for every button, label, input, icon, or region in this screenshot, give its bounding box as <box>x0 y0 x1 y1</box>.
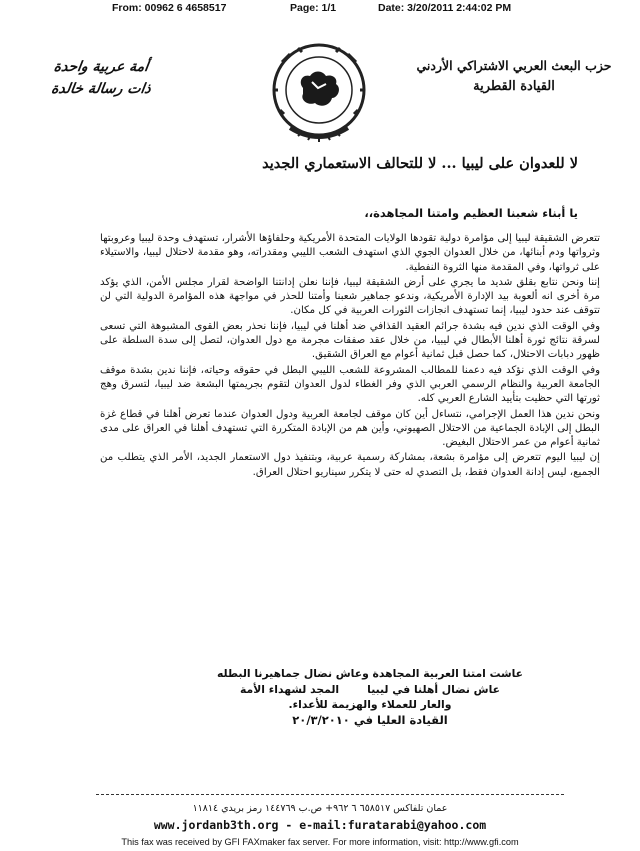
motto-line-1: أمة عربية واحدة <box>52 59 150 75</box>
closing-slogans <box>150 666 590 728</box>
footer-website-email: www.jordanb3th.org - e-mail:furatarabi@yahoo.com <box>153 818 487 832</box>
party-name-line-1: حزب البعث العربي الاشتراكي الأردني <box>416 58 612 73</box>
paragraph: إننا ونحن نتابع بقلق شديد ما يجري على أرض الشقيقة ليبيا، فإننا نعلن إدانتنا الواضحة لقرار مجلس الأمن، الذي يؤكد مرة أخرى انه ألعوبة بيد الإدارة الأمريكية، وندعو جماهير شعبنا وأمتنا للحذر في مواجهة هذه المؤامرة الدولية التي لن تتوقف عند حدود ليبيا، إنما تستهدف انجازات الثورات العربية في كل مكان. <box>100 276 600 317</box>
fax-header <box>0 2 640 16</box>
paragraph: ونحن ندين هذا العمل الإجرامي، نتساءل أين كان موقف لجامعة العربية ودول العدوان عندما تعرض أهلنا في قطاع غزة البطل إلى الإبادة الجماعية من الاحتلال الصهيوني، وأين هم من الإبادة المتكررة التي تستهدف أهلنا في العراق على مدى ثمانية أعوام من عمر الاحتلال البغيض. <box>100 408 600 449</box>
statement-body <box>100 232 600 481</box>
fax-server-note: This fax was received by GFI FAXmaker fax server. For more information, visit: http://www.gfi.com <box>121 837 519 847</box>
paragraph: وفي الوقت الذي ندين فيه بشدة جرائم العقيد القذافي ضد أهلنا في ليبيا، فإننا نحذر بعض القوى المشبوهة التي تسعى لسرقة نتائج ثورة أهلنا الأبطال في ليبيا، من خلال عقد صفقات مجرمة مع دول العدوان، لتصل إلى سدة السلطة على ظهور دبابات الاحتلال، كما حصل قبل ثمانية أعوام مع العراق الشقيق. <box>100 320 600 361</box>
footer-divider <box>96 794 564 795</box>
paragraph: إن ليبيا اليوم تتعرض إلى مؤامرة بشعة، بمشاركة رسمية عربية، وبتنفيذ دول الاستعمار الجديد، الأمر الذي يتطلب من الجميع، ليس إدانة العدوان فقط، بل التصدي له حتى لا يتكرر سيناريو احتلال العراق. <box>100 452 600 478</box>
fax-date: Date: 3/20/2011 2:44:02 PM <box>378 2 512 14</box>
slogan-row-2 <box>150 682 590 698</box>
slogan-libya: عاش نضال أهلنا في ليبيا <box>367 682 500 696</box>
motto-line-2: ذات رسالة خالدة <box>50 81 152 97</box>
footer-address: عمان تلفاكس ٦٥٨٥١٧ ٦ ٩٦٢+ ص.ب ١٤٤٧٦٩ رمز بريدي ١١٨١٤ <box>192 803 448 814</box>
paragraph: وفي الوقت الذي نؤكد فيه دعمنا للمطالب المشروعة للشعب الليبي البطل في حقوقه وحياته، فإننا ندين بشدة موقف الجامعة العربية والنظام الرسمي العربي الذي وفر الغطاء لدول العدوان لتقوم بجريمتها البشعة ضد ليبيا، لتسرق وهج ثورتها التي حظيت بتأييد الشارع العربي كله. <box>100 364 600 405</box>
salutation: يا أبناء شعبنا العظيم وامتنا المجاهدة،، <box>364 206 578 220</box>
party-name-line-2: القيادة القطرية <box>473 79 555 94</box>
party-emblem-map-icon <box>268 40 370 148</box>
slogan-martyrs: المجد لشهداء الأمة <box>240 682 340 696</box>
document-title: لا للعدوان على ليبيا ... لا للتحالف الاستعماري الجديد <box>262 155 578 172</box>
fax-from: From: 00962 6 4658517 <box>112 2 227 14</box>
party-name <box>414 56 614 98</box>
paragraph: تتعرض الشقيقة ليبيا إلى مؤامرة دولية تقودها الولايات المتحدة الأمريكية وحلفاؤها الأشرار، تستهدف وحدة ليبيا وعروبتها وثرواتها ودم أبنائها، من خلال العدوان الجوي الذي استهدف الشعب الليبي ومقدراته، وهو مقدمة لاحتلال ليبيا، والاستيلاء على ثرواتها، وفي المقدمة منها الثروة النفطية. <box>100 233 600 273</box>
slogan-line-1: عاشت امتنا العربية المجاهدة وعاش نضال جماهيرنا البطله <box>216 667 524 680</box>
fax-page: Page: 1/1 <box>290 2 337 14</box>
party-motto <box>26 56 176 100</box>
slogan-line-3: والعار للعملاء والهزيمة للأعداء. <box>288 698 452 712</box>
signature: القيادة العليا في ٢٠/٣/٢٠١٠ <box>292 712 448 727</box>
